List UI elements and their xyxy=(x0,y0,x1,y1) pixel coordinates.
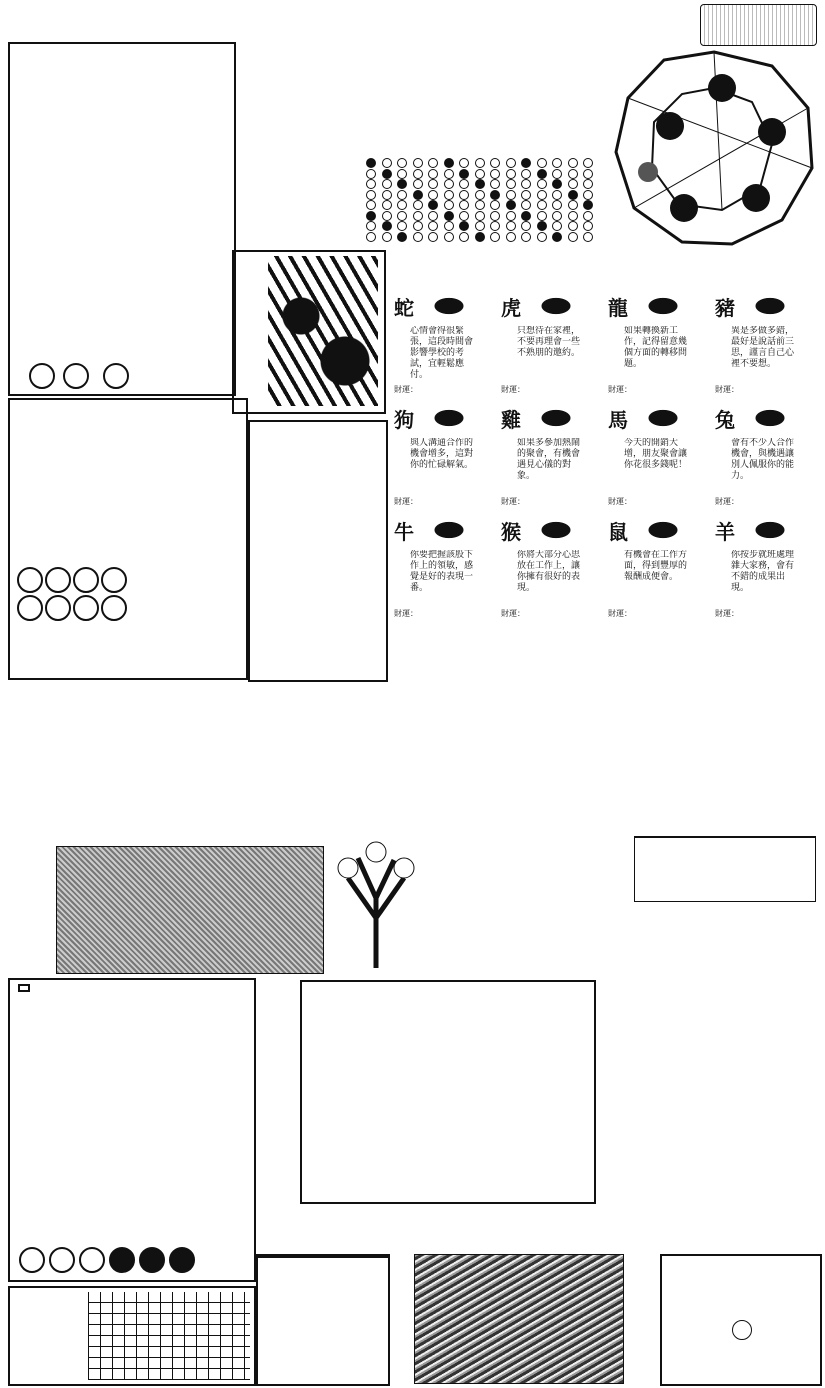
te-ma-dot xyxy=(568,221,578,231)
zodiac-fortune-cell xyxy=(602,400,706,508)
zodiac-animal-icon xyxy=(531,516,581,544)
te-ma-dot xyxy=(382,221,392,231)
sanguo-recommend xyxy=(16,362,136,390)
te-ma-dot xyxy=(428,179,438,189)
zodiac-wheel xyxy=(612,48,817,248)
zodiac-fortune-text: 與人溝通合作的機會增多，這對你的忙碌解氣。 xyxy=(410,438,474,470)
te-ma-dot xyxy=(413,211,423,221)
te-ma-dot xyxy=(444,221,454,231)
te-ma-dot xyxy=(537,221,547,231)
zodiac-fortune-text: 只想待在家裡，不要再理會一些不熟朋的邀約。 xyxy=(517,326,581,358)
te-ma-dot xyxy=(382,169,392,179)
te-ma-dot xyxy=(397,158,407,168)
te-ma-dot xyxy=(459,190,469,200)
zodiac-fortune-tag: 財運： xyxy=(394,497,418,506)
tree-illustration xyxy=(328,838,424,974)
ji-gong-lot xyxy=(634,836,816,902)
da-hua-title xyxy=(20,690,70,840)
te-ma-dot xyxy=(552,221,562,231)
recommend-number xyxy=(169,1247,195,1273)
te-ma-dot xyxy=(413,232,423,242)
te-ma-dot xyxy=(428,221,438,231)
te-ma-dot xyxy=(506,211,516,221)
yun-cai-body xyxy=(16,452,240,562)
te-ma-dot xyxy=(537,179,547,189)
yun-cai-number xyxy=(17,567,43,593)
zodiac-name: 豬 xyxy=(715,296,735,320)
te-ma-dot xyxy=(506,221,516,231)
zodiac-fortune-cell xyxy=(388,400,492,508)
zodiac-fortune-cell xyxy=(388,512,492,620)
recommend-number xyxy=(49,1247,75,1273)
recommend-number xyxy=(63,363,89,389)
te-ma-dot xyxy=(413,179,423,189)
te-ma-dot xyxy=(366,169,376,179)
te-ma-dot xyxy=(382,190,392,200)
xing-zuo-panel xyxy=(248,420,388,682)
sanguo-body xyxy=(16,104,226,354)
te-ma-dot xyxy=(521,158,531,168)
te-ma-dot xyxy=(366,200,376,210)
te-ma-dot xyxy=(537,232,547,242)
te-ma-dot xyxy=(413,221,423,231)
te-ma-dot xyxy=(382,158,392,168)
te-ma-dot xyxy=(568,211,578,221)
zi-ping-image-text xyxy=(57,847,323,867)
te-ma-dot xyxy=(475,232,485,242)
te-ma-dot xyxy=(552,232,562,242)
recommend-number xyxy=(139,1247,165,1273)
te-ma-dot xyxy=(521,190,531,200)
da-hua-left-body xyxy=(88,690,282,840)
shen-xiao-panel xyxy=(388,288,818,618)
zodiac-name: 蛇 xyxy=(394,296,414,320)
te-ma-dot xyxy=(397,200,407,210)
da-hua-right-numbers xyxy=(516,690,544,840)
da-hua-mid-body xyxy=(318,690,514,840)
te-ma-dot xyxy=(459,232,469,242)
te-ma-dot xyxy=(475,221,485,231)
te-ma-dot xyxy=(366,179,376,189)
zodiac-fortune-tag: 財運： xyxy=(501,497,525,506)
zodiac-fortune-text: 心情會得很緊張，這段時間會影響學校的考試，宜輕鬆應付。 xyxy=(410,326,474,380)
recommend-number xyxy=(103,363,129,389)
te-ma-dot xyxy=(366,190,376,200)
te-ma-dot xyxy=(521,221,531,231)
te-ma-bi-image xyxy=(414,1254,624,1384)
mi-ma-panel xyxy=(8,978,256,1282)
bi-si-panel xyxy=(8,1286,256,1386)
te-ma-dot xyxy=(459,211,469,221)
zodiac-fortune-cell xyxy=(495,512,599,620)
zodiac-fortune-text: 今天的開銷大增，朋友聚會讓你花很多錢呢！ xyxy=(624,438,688,470)
zodiac-animal-icon xyxy=(745,516,795,544)
te-ma-dot xyxy=(444,232,454,242)
zodiac-animal-icon xyxy=(424,516,474,544)
zodiac-name: 猴 xyxy=(501,520,521,544)
zodiac-animal-icon xyxy=(531,292,581,320)
recommend-number xyxy=(29,363,55,389)
te-ma-dot xyxy=(444,169,454,179)
te-ma-dot xyxy=(552,211,562,221)
puzzle-panel xyxy=(232,250,386,414)
te-ma-dot xyxy=(459,169,469,179)
te-ma-dot xyxy=(506,158,516,168)
zodiac-name: 狗 xyxy=(394,408,414,432)
zodiac-animal-icon xyxy=(745,404,795,432)
zodiac-animal-icon xyxy=(424,292,474,320)
ji-gong-panel xyxy=(588,836,818,974)
zodiac-fortune-cell xyxy=(602,512,706,620)
yun-cai-number xyxy=(73,567,99,593)
zodiac-strength-body-mid xyxy=(350,96,600,134)
te-ma-dot xyxy=(506,232,516,242)
zodiac-fortune-cell xyxy=(495,400,599,508)
te-ma-dot xyxy=(537,200,547,210)
zodiac-animal-icon xyxy=(638,292,688,320)
zodiac-fortune-text: 如果多參加熱鬧的聚會，有機會遇見心儀的對象。 xyxy=(517,438,581,481)
te-ma-dot xyxy=(490,158,500,168)
te-ma-dot xyxy=(568,200,578,210)
te-ma-dot xyxy=(382,179,392,189)
zodiac-animal-icon xyxy=(638,516,688,544)
zodiac-fortune-tag: 財運： xyxy=(394,385,418,394)
te-ma-dot xyxy=(583,221,593,231)
yun-cai-line2 xyxy=(16,594,128,622)
te-ma-dot xyxy=(537,158,547,168)
xing-zuo-grid xyxy=(250,422,386,680)
te-ma-dot xyxy=(583,232,593,242)
zodiac-fortune-text: 會有不少人合作機會，與機遇讓別人佩服你的能力。 xyxy=(731,438,795,481)
te-ma-dot xyxy=(428,211,438,221)
zodiac-fortune-text: 你要把握該股下作上的領敏，感覺是好的表現一番。 xyxy=(410,550,474,593)
te-ma-dot xyxy=(475,200,485,210)
zodiac-animal-icon xyxy=(745,292,795,320)
yun-cai-number xyxy=(17,595,43,621)
yun-cai-number xyxy=(101,567,127,593)
te-ma-dot xyxy=(583,169,593,179)
zodiac-animal-icon xyxy=(638,404,688,432)
cai-ma-panel xyxy=(300,980,596,1204)
te-ma-dot xyxy=(583,179,593,189)
zhui-zong-grid xyxy=(452,840,580,970)
te-ma-dot xyxy=(552,190,562,200)
te-ma-dot xyxy=(444,200,454,210)
zi-ping-image xyxy=(56,846,324,974)
te-ma-dot xyxy=(521,179,531,189)
zodiac-fortune-cell xyxy=(709,400,813,508)
te-ma-bi-label xyxy=(392,1260,412,1380)
zodiac-strength-body-left xyxy=(236,96,346,246)
te-ma-dot xyxy=(537,190,547,200)
te-ma-grid xyxy=(336,140,606,245)
zodiac-fortune-tag: 財運： xyxy=(715,497,739,506)
yun-cai-number xyxy=(73,595,99,621)
te-ma-dot xyxy=(397,221,407,231)
zodiac-fortune-cell xyxy=(709,288,813,396)
zodiac-name: 羊 xyxy=(715,520,735,544)
sanguo-panel xyxy=(8,42,236,396)
zodiac-fortune-tag: 財運： xyxy=(715,609,739,618)
zodiac-fortune-tag: 財運： xyxy=(608,497,632,506)
te-ma-dot xyxy=(568,179,578,189)
te-ma-dot xyxy=(382,211,392,221)
zodiac-fortune-text: 異是多做多錯，最好是說話前三思，謹言自己心裡不要想。 xyxy=(731,326,795,369)
te-ma-dot xyxy=(490,190,500,200)
zodiac-fortune-text: 有機會在工作方面，得到豐厚的報酬成便會。 xyxy=(624,550,688,582)
te-ma-dot xyxy=(568,169,578,179)
te-ma-dot xyxy=(444,190,454,200)
te-ma-dot xyxy=(459,221,469,231)
zhui-zong-title xyxy=(428,838,450,968)
zodiac-name: 馬 xyxy=(608,408,628,432)
te-ma-dot xyxy=(475,190,485,200)
te-ma-dot xyxy=(444,158,454,168)
zodiac-fortune-text: 如果轉換新工作，記得留意幾個方面的轉移問題。 xyxy=(624,326,688,369)
te-ma-dot xyxy=(583,158,593,168)
mi-ma-recommend xyxy=(14,1246,196,1274)
zodiac-fortune-tag: 財運： xyxy=(501,609,525,618)
hot-code-strip xyxy=(80,10,290,34)
te-ma-dot xyxy=(413,158,423,168)
yun-cai-line1 xyxy=(16,566,128,594)
te-ma-dot xyxy=(459,158,469,168)
te-ma-dot xyxy=(428,232,438,242)
te-ma-dot xyxy=(490,232,500,242)
zodiac-animal-icon xyxy=(424,404,474,432)
te-ma-dot xyxy=(397,179,407,189)
te-ma-dot xyxy=(552,200,562,210)
te-ma-dot xyxy=(537,169,547,179)
yun-cai-number xyxy=(45,567,71,593)
te-ma-dot xyxy=(568,232,578,242)
te-ma-dot xyxy=(382,200,392,210)
ji-gong-rows xyxy=(588,906,818,972)
te-ma-dot xyxy=(490,221,500,231)
zodiac-fortune-tag: 財運： xyxy=(608,385,632,394)
te-ma-dot xyxy=(444,211,454,221)
te-ma-fan-panel xyxy=(660,1254,822,1386)
te-ma-dot xyxy=(475,158,485,168)
te-ma-dot xyxy=(366,232,376,242)
zodiac-name: 牛 xyxy=(394,520,414,544)
yun-cai-footer xyxy=(16,630,240,670)
te-ma-dots xyxy=(366,158,602,242)
mei-ying-label xyxy=(628,1258,652,1380)
xuan-ji-panel xyxy=(256,1254,390,1386)
te-ma-dot xyxy=(397,211,407,221)
recommend-number xyxy=(19,1247,45,1273)
zodiac-fortune-text: 你按步就班處理雜大家務，會有不錯的成果出現。 xyxy=(731,550,795,593)
te-ma-dot xyxy=(490,179,500,189)
te-ma-dot xyxy=(413,190,423,200)
zodiac-fortune-tag: 財運： xyxy=(394,609,418,618)
te-ma-dot xyxy=(397,169,407,179)
da-hua-right-body xyxy=(540,690,720,840)
xi-shuo-title xyxy=(738,700,808,830)
yun-cai-number xyxy=(45,595,71,621)
te-ma-dot xyxy=(382,232,392,242)
te-ma-dot xyxy=(506,169,516,179)
recommend-number xyxy=(79,1247,105,1273)
te-ma-dot xyxy=(490,169,500,179)
te-ma-dot xyxy=(413,169,423,179)
te-ma-dot xyxy=(366,158,376,168)
mi-ma-title xyxy=(18,984,30,992)
te-ma-dot xyxy=(568,158,578,168)
zodiac-fortune-cell xyxy=(495,288,599,396)
te-ma-dot xyxy=(521,169,531,179)
te-ma-dot xyxy=(552,169,562,179)
zodiac-name: 鼠 xyxy=(608,520,628,544)
te-ma-dot xyxy=(444,179,454,189)
te-ma-dot xyxy=(475,211,485,221)
te-ma-fan-mid xyxy=(732,1320,752,1340)
te-ma-dot xyxy=(475,179,485,189)
te-ma-dot xyxy=(583,200,593,210)
path-tables xyxy=(258,1198,818,1250)
zodiac-fortune-cell xyxy=(602,288,706,396)
te-ma-dot xyxy=(428,169,438,179)
te-ma-dot xyxy=(506,190,516,200)
zodiac-name: 兔 xyxy=(715,408,735,432)
te-ma-dot xyxy=(366,221,376,231)
te-ma-dot xyxy=(583,190,593,200)
te-ma-dot xyxy=(537,211,547,221)
zodiac-fortune-text: 你將大部分心思放在工作上，讓你擁有很好的表現。 xyxy=(517,550,581,593)
te-ma-dot xyxy=(552,179,562,189)
decorative-corner xyxy=(700,4,817,46)
te-ma-dot xyxy=(459,200,469,210)
xuan-ji-title xyxy=(258,1256,388,1258)
zodiac-fortune-cell xyxy=(709,512,813,620)
yun-cai-number xyxy=(101,595,127,621)
mi-ma-body xyxy=(120,984,250,1244)
te-ma-dot xyxy=(568,190,578,200)
yun-cai-panel xyxy=(8,398,248,680)
te-ma-dot xyxy=(428,200,438,210)
da-hua-left-numbers xyxy=(286,690,314,840)
bi-si-body xyxy=(14,1312,84,1380)
te-ma-dot xyxy=(583,211,593,221)
te-ma-dot xyxy=(552,158,562,168)
te-ma-dot xyxy=(521,200,531,210)
te-ma-dot xyxy=(428,158,438,168)
te-ma-dot xyxy=(475,169,485,179)
te-ma-dot xyxy=(521,232,531,242)
zodiac-fortune-tag: 財運： xyxy=(715,385,739,394)
te-ma-dot xyxy=(506,179,516,189)
te-ma-dot xyxy=(428,190,438,200)
zodiac-name: 虎 xyxy=(501,296,521,320)
te-ma-dot xyxy=(366,211,376,221)
recommend-number xyxy=(109,1247,135,1273)
te-ma-dot xyxy=(397,232,407,242)
te-ma-dot xyxy=(490,211,500,221)
te-ma-dot xyxy=(459,179,469,189)
zodiac-name: 雞 xyxy=(501,408,521,432)
zodiac-fortune-tag: 財運： xyxy=(608,609,632,618)
te-ma-dot xyxy=(506,200,516,210)
zi-ping-title xyxy=(14,848,44,968)
zodiac-fortune-tag: 財運： xyxy=(501,385,525,394)
te-ma-dot xyxy=(521,211,531,221)
zodiac-animal-icon xyxy=(531,404,581,432)
bi-si-grid xyxy=(88,1292,250,1380)
puzzle-image xyxy=(268,256,378,406)
te-ma-dot xyxy=(413,200,423,210)
zodiac-fortune-cell xyxy=(388,288,492,396)
te-ma-dot xyxy=(490,200,500,210)
zodiac-name: 龍 xyxy=(608,296,628,320)
te-ma-dot xyxy=(397,190,407,200)
zi-xuan-panel xyxy=(596,980,818,1180)
